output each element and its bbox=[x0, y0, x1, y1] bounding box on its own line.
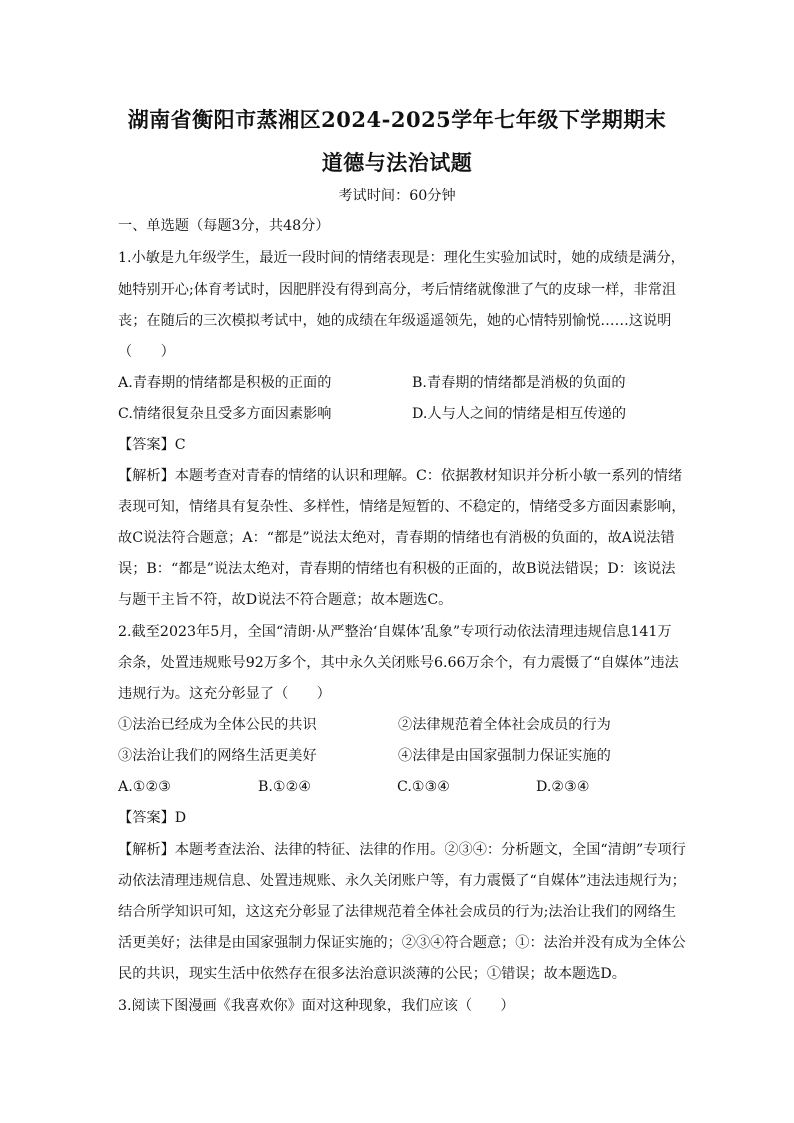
q1-stem-line: 她特别开心;体育考试时，因肥胖没有得到高分，考后情绪就像泄了气的皮球一样，非常沮 bbox=[118, 282, 677, 298]
q2-statement-2: ②法律规范着全体社会成员的行为 bbox=[398, 717, 611, 733]
q1-option-d: D.人与人之间的情绪是相互传递的 bbox=[412, 406, 627, 422]
q1-option-a: A.青春期的情绪都是积极的正面的 bbox=[118, 375, 332, 391]
q2-answer: 【答案】D bbox=[118, 810, 187, 826]
q2-analysis-line: 民的共识，现实生活中依然存在很多法治意识淡薄的公民；①错误；故本题选D。 bbox=[118, 966, 626, 982]
q1-analysis-line: 误；B：“都是”说法太绝对，青春期的情绪也有积极的正面的，故B说法错误；D：该说法 bbox=[118, 561, 676, 577]
q2-analysis-line: 动依法清理违规信息、处置违规账、永久关闭账户等，有力震慑了“自媒体”违法违规行为； bbox=[118, 873, 686, 889]
q2-analysis-line: 活更美好；法律是由国家强制力保证实施的；②③④符合题意；①：法治并没有成为全体公 bbox=[118, 935, 686, 951]
section-heading: 一、单选题（每题3分，共48分） bbox=[118, 218, 330, 234]
q2-statement-1: ①法治已经成为全体公民的共识 bbox=[118, 717, 317, 733]
q2-stem-line: 余条，处置违规账号92万多个，其中永久关闭账号6.66万余个，有力震慑了“自媒体”违法 bbox=[118, 655, 679, 671]
q1-analysis-line: 故C说法符合题意；A：“都是”说法太绝对，青春期的情绪也有消极的负面的，故A说法错 bbox=[118, 530, 675, 546]
q1-analysis-line: 【解析】本题考查对青春的情绪的认识和理解。C：依据教材知识并分析小敏一系列的情绪 bbox=[118, 468, 683, 484]
q1-stem-line: 1.小敏是九年级学生，最近一段时间的情绪表现是：理化生实验加试时，她的成绩是满分， bbox=[118, 250, 685, 266]
q1-option-c: C.情绪很复杂且受多方面因素影响 bbox=[118, 406, 332, 422]
q2-analysis-line: 结合所学知识可知，这这充分彰显了法律规范着全体社会成员的行为;法治让我们的网络生 bbox=[118, 904, 677, 920]
q2-analysis-line: 【解析】本题考查法治、法律的特征、法律的作用。②③④：分析题文，全国“清朗”专项行 bbox=[118, 842, 686, 858]
q2-option-d: D.②③④ bbox=[536, 779, 590, 795]
q1-stem-line: （ ） bbox=[118, 344, 175, 360]
q2-stem-line: 2.截至2023年5月，全国“清朗·从严整治‘自媒体’乱象”专项行动依法清理违规信息141万 bbox=[118, 624, 672, 640]
q2-option-c: C.①③④ bbox=[397, 779, 451, 795]
q2-statement-3: ③法治让我们的网络生活更美好 bbox=[118, 748, 317, 764]
q2-stem-line: 违规行为。这充分彰显了（ ） bbox=[118, 686, 331, 702]
q1-analysis-line: 表现可知，情绪具有复杂性、多样性，情绪是短暂的、不稳定的，情绪受多方面因素影响， bbox=[118, 499, 686, 515]
q1-analysis-line: 与题干主旨不符，故D说法不符合题意；故本题选C。 bbox=[118, 592, 453, 608]
q3-stem-line: 3.阅读下图漫画《我喜欢你》面对这种现象，我们应该（ ） bbox=[118, 998, 515, 1014]
exam-time: 考试时间：60分钟 bbox=[338, 188, 456, 204]
document-title-line2: 道德与法治试题 bbox=[321, 150, 473, 175]
q2-statement-4: ④法律是由国家强制力保证实施的 bbox=[398, 748, 611, 764]
q1-stem-line: 丧；在随后的三次模拟考试中，她的成绩在年级遥遥领先，她的心情特别愉悦……这说明 bbox=[118, 313, 672, 329]
q2-option-b: B.①②④ bbox=[258, 779, 312, 795]
q2-option-a: A.①②③ bbox=[118, 779, 171, 795]
document-title-line1: 湖南省衡阳市蒸湘区2024-2025学年七年级下学期期末 bbox=[127, 107, 667, 132]
q1-answer: 【答案】C bbox=[118, 437, 186, 453]
q1-option-b: B.青春期的情绪都是消极的负面的 bbox=[412, 375, 626, 391]
